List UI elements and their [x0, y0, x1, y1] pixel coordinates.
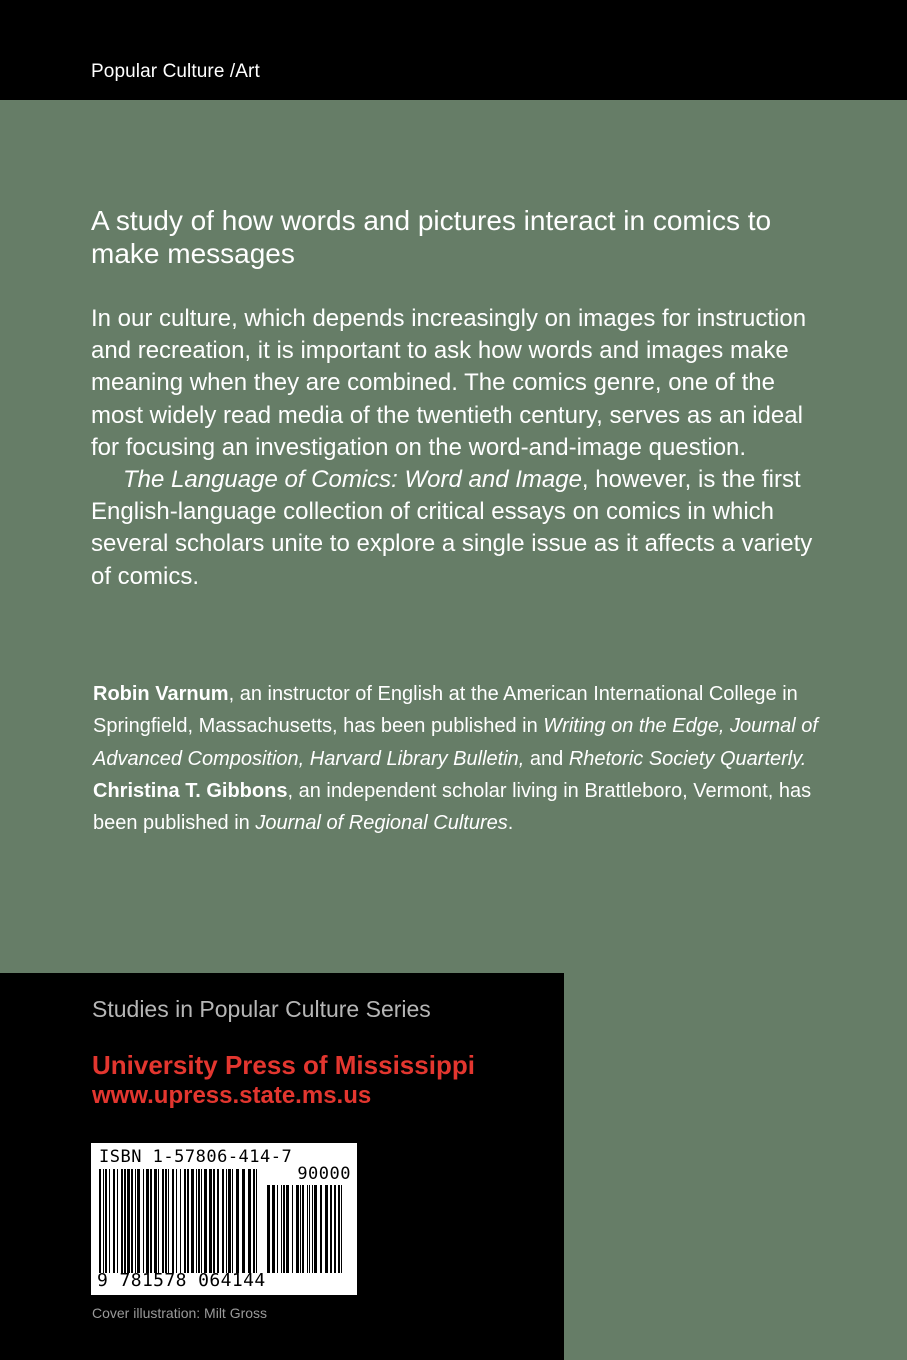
barcode-bar: [217, 1169, 219, 1273]
barcode-bar: [158, 1169, 159, 1273]
barcode-addon-icon: [267, 1185, 345, 1273]
author-text-1: , an instructor of English at the American International College in Springfield, Massachusetts, has been published in: [93, 683, 798, 738]
series-name: Studies in Popular Culture Series: [92, 996, 431, 1022]
author-name-1: Robin Varnum: [93, 683, 229, 705]
headline: A study of how words and pictures interact in comics to make messages: [91, 205, 772, 269]
barcode-bar: [242, 1169, 245, 1273]
barcode-bar: [172, 1169, 174, 1273]
barcode-bar: [154, 1169, 157, 1273]
barcode-bar: [146, 1169, 149, 1273]
barcode-bar: [222, 1169, 224, 1273]
author-name-2: Christina T. Gibbons: [93, 779, 288, 802]
bio-end: .: [507, 812, 514, 835]
author-text-2: , an independent scholar living in Brattleboro, Vermont, has been published in: [93, 779, 812, 835]
barcode-bar: [204, 1169, 207, 1273]
barcode-bar: [320, 1185, 322, 1273]
barcode-bar: [309, 1185, 310, 1273]
publisher-name: University Press of Mississippi: [92, 1050, 475, 1080]
barcode-bar: [292, 1185, 293, 1273]
conjunction: and: [524, 747, 569, 770]
barcode-bar: [137, 1169, 140, 1273]
ean-number: 9 781578 064144: [97, 1270, 266, 1291]
barcode-bar: [103, 1169, 104, 1273]
barcode-bar: [248, 1169, 251, 1273]
barcode-bar: [168, 1169, 169, 1273]
barcode-bar: [191, 1169, 194, 1273]
barcode-bar: [162, 1169, 164, 1273]
barcode-bar: [226, 1169, 227, 1273]
barcode-bar: [99, 1169, 101, 1273]
barcode-bar: [277, 1185, 278, 1273]
barcode-bar: [296, 1185, 299, 1273]
paragraph-book-text: , however, is the first English-language collection of critical essays on comics in which several scholars unite to explore a single issue as it affects a variety of comics.: [91, 466, 813, 590]
barcode-bar: [105, 1169, 107, 1273]
barcode-bar: [109, 1169, 110, 1273]
publications-3: Journal of Regional Cultures: [255, 812, 508, 835]
barcode-bar: [201, 1169, 202, 1273]
barcode-bar: [325, 1185, 328, 1273]
barcode-bar: [127, 1169, 130, 1273]
barcode-bar: [312, 1185, 313, 1273]
barcode-bar: [267, 1185, 270, 1273]
barcode-bar: [213, 1169, 215, 1273]
barcode-bar: [330, 1185, 332, 1273]
barcode-bar: [256, 1169, 257, 1273]
description-text: [91, 303, 821, 593]
barcode-bar: [236, 1169, 239, 1273]
barcode-main-icon: [99, 1169, 259, 1273]
barcode-bar: [338, 1185, 340, 1273]
publisher-url[interactable]: www.upress.state.ms.us: [92, 1082, 372, 1109]
barcode-bar: [300, 1185, 301, 1273]
barcode-bar: [272, 1185, 275, 1273]
barcode-bar: [124, 1169, 126, 1273]
barcode-bar: [180, 1169, 181, 1273]
barcode-bar: [341, 1185, 342, 1273]
author-bio: [93, 678, 823, 839]
barcode-bar: [307, 1185, 308, 1273]
barcode-bar: [286, 1185, 289, 1273]
isbn-number: ISBN 1-57806-414-7: [99, 1147, 293, 1167]
barcode-bar: [232, 1169, 233, 1273]
barcode-bar: [184, 1169, 186, 1273]
publications-1: Writing on the Edge, Journal of Advanced Composition, Harvard Library Bulletin,: [93, 715, 818, 770]
book-title: The Language of Comics: Word and Image: [123, 466, 582, 494]
barcode-bar: [196, 1169, 197, 1273]
barcode-bar: [209, 1169, 212, 1273]
barcode-bar: [302, 1185, 304, 1273]
barcode-bar: [314, 1185, 317, 1273]
barcode-bar: [131, 1169, 133, 1273]
barcode-bar: [121, 1169, 123, 1273]
top-band: [0, 0, 907, 100]
barcode-bar: [281, 1185, 282, 1273]
cover-credit: Cover illustration: Milt Gross: [92, 1305, 268, 1321]
category-label: Popular Culture /Art: [91, 61, 260, 82]
barcode-bar: [143, 1169, 144, 1273]
publications-2: Rhetoric Society Quarterly.: [568, 747, 807, 770]
barcode-bar: [176, 1169, 177, 1273]
barcode-bar: [113, 1169, 115, 1273]
price-code: 90000: [297, 1164, 351, 1184]
barcode-bar: [135, 1169, 136, 1273]
paragraph-book: [91, 464, 821, 593]
barcode-bar: [165, 1169, 167, 1273]
isbn-barcode: [91, 1143, 357, 1295]
barcode-bar: [187, 1169, 189, 1273]
paragraph-intro: In our culture, which depends increasingly on images for instruction and recreation, it is important to ask how words and images make meaning when they are combined. The comics genre, one of the most widely read media of the twentieth century, serves as an ideal for focusing an investigation on the word-and-image question.: [91, 305, 807, 461]
barcode-bar: [117, 1169, 118, 1273]
barcode-bar: [283, 1185, 285, 1273]
barcode-bar: [253, 1169, 255, 1273]
barcode-bar: [334, 1185, 336, 1273]
barcode-bar: [150, 1169, 152, 1273]
barcode-bar: [228, 1169, 231, 1273]
barcode-bar: [198, 1169, 200, 1273]
